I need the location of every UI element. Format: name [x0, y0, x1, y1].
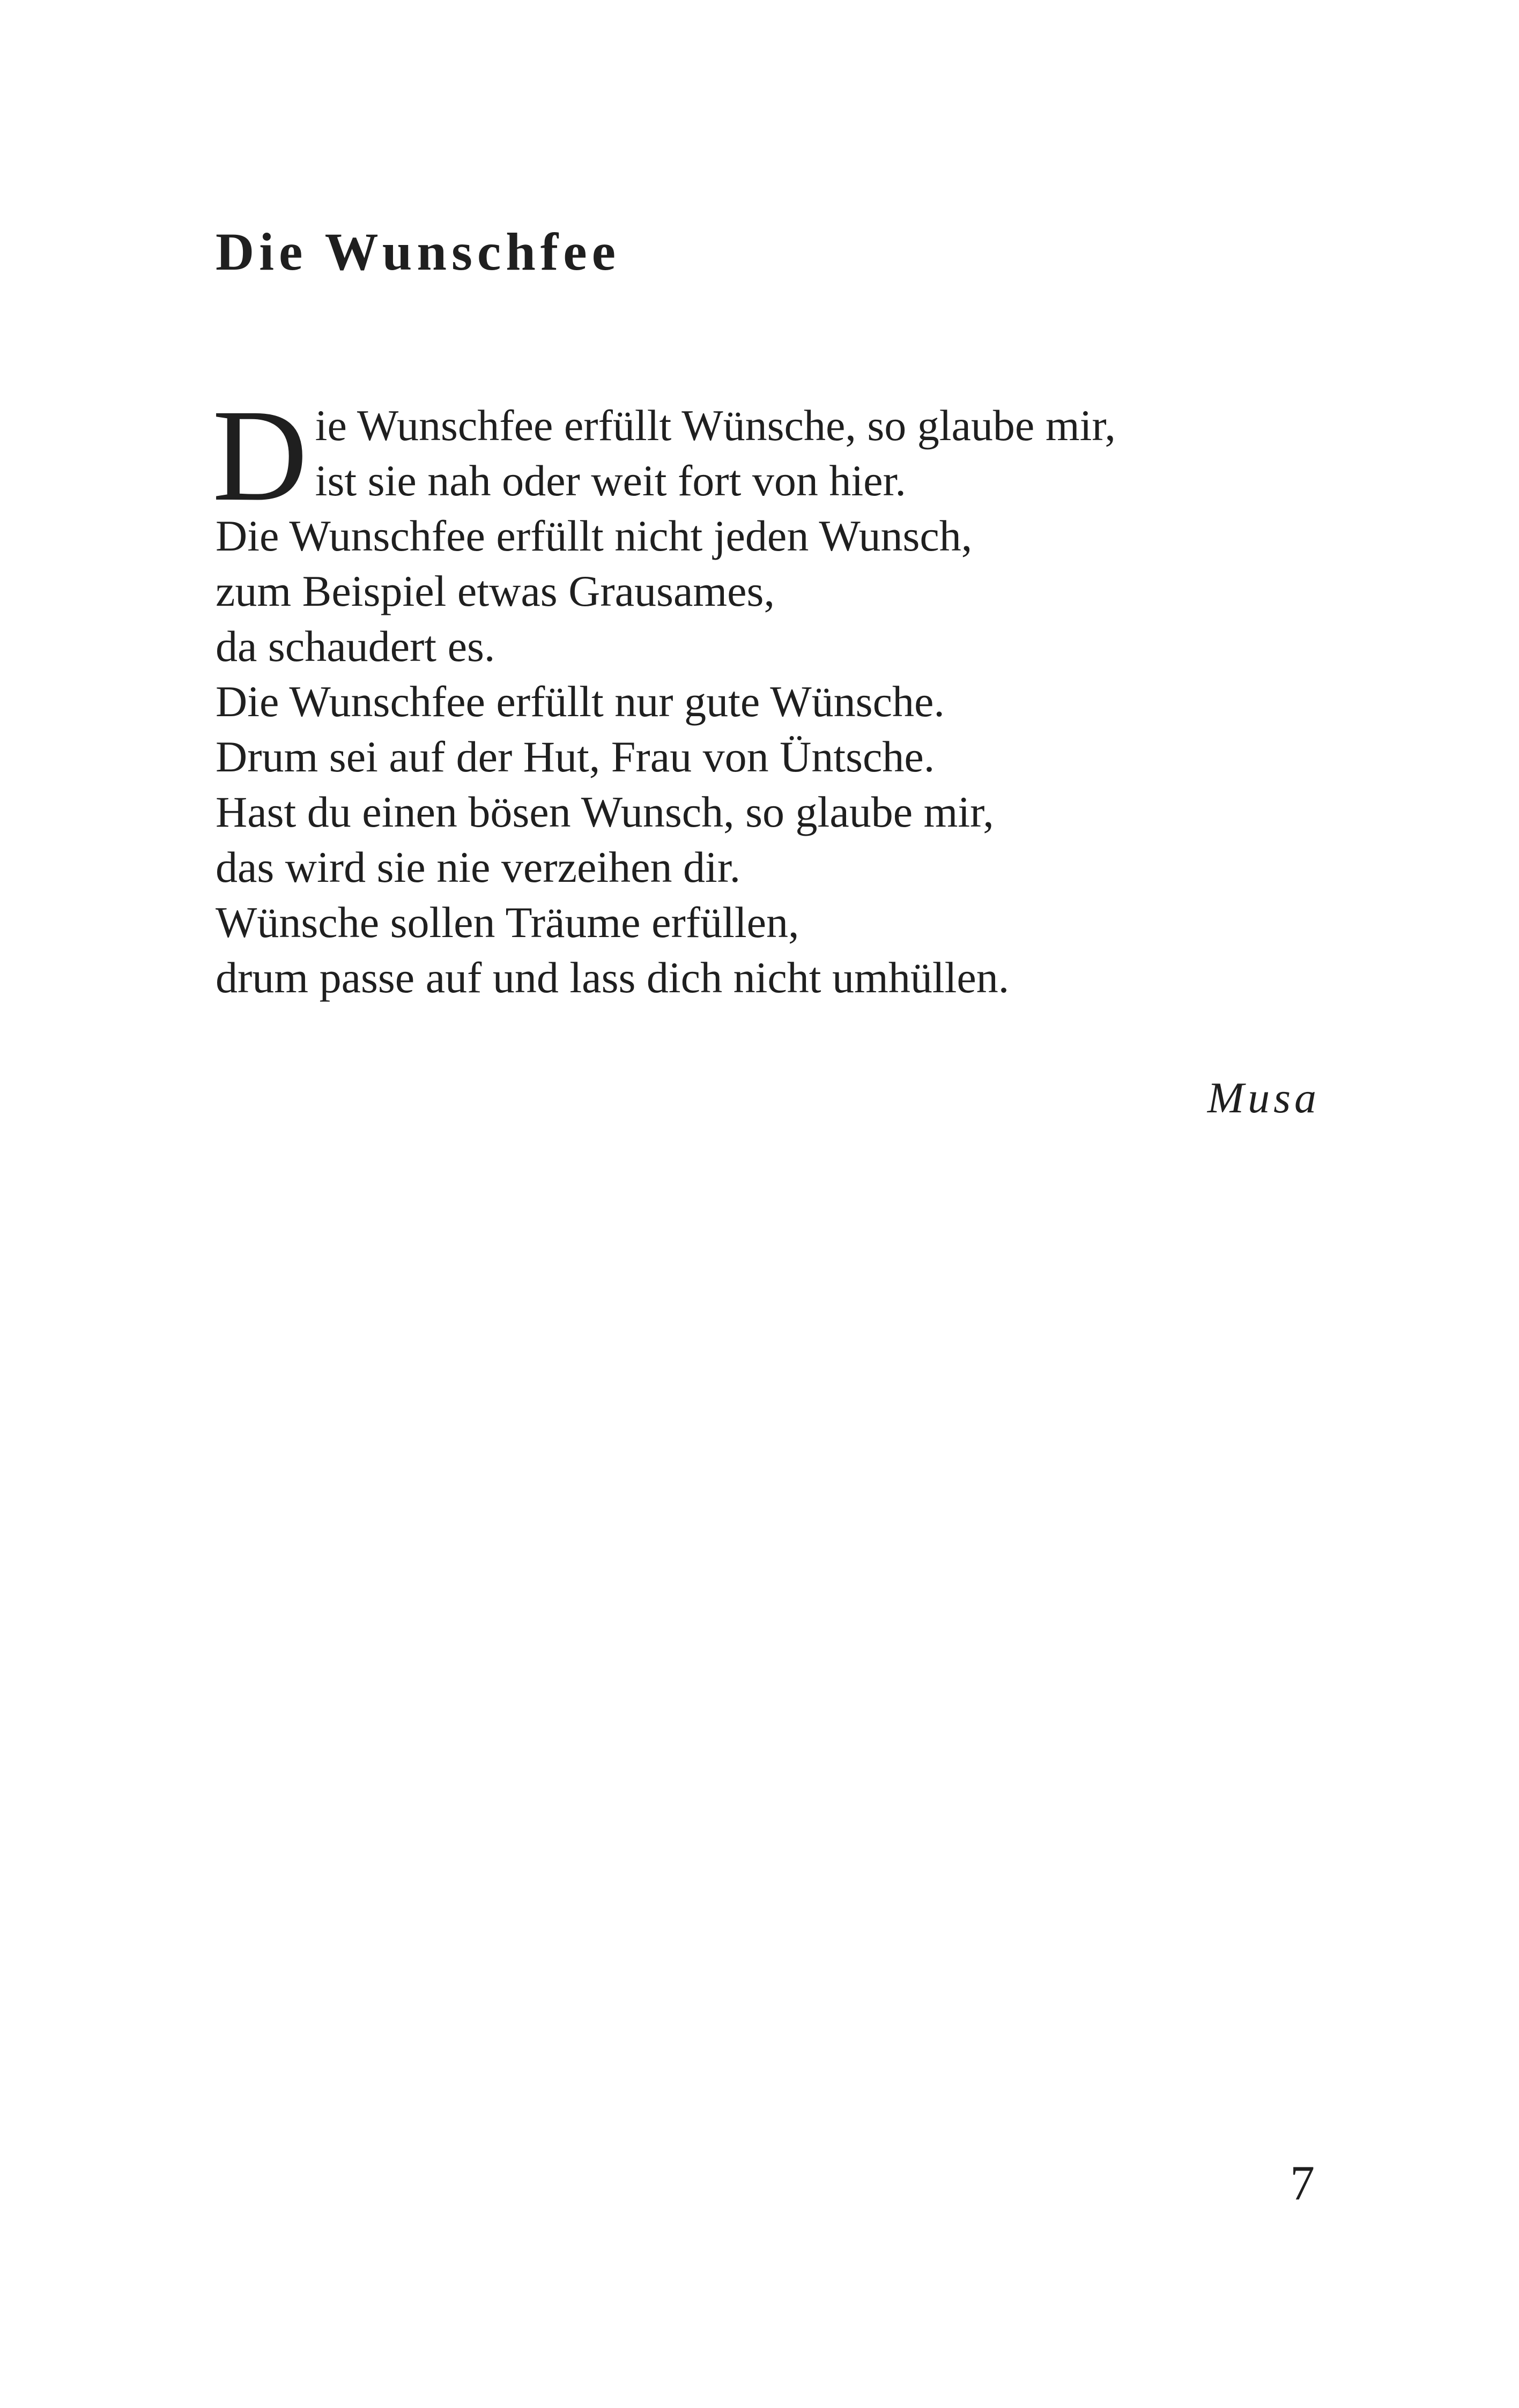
poem-line: Wünsche sollen Träume erfüllen, [216, 898, 799, 947]
poem-line: Drum sei auf der Hut, Frau von Üntsche. [216, 732, 935, 781]
drop-cap: D [212, 383, 308, 529]
page-number: 7 [1290, 2156, 1315, 2210]
poem-title: Die Wunschfee [216, 222, 620, 281]
poem-body [212, 383, 1342, 1005]
poem-line: zum Beispiel etwas Grausames, [216, 567, 775, 615]
poem-line: das wird sie nie verzeihen dir. [216, 843, 741, 891]
poem-line: da schaudert es. [216, 622, 495, 671]
poem-line: ie Wunschfee erfüllt Wünsche, so glaube mir, [315, 401, 1116, 450]
poem-line: ist sie nah oder weit fort von hier. [315, 456, 906, 505]
poem-line: Die Wunschfee erfüllt nicht jeden Wunsch, [216, 511, 973, 560]
poem-opening [315, 398, 1342, 508]
author-name: Musa [1207, 1073, 1320, 1122]
poem-line: Hast du einen bösen Wunsch, so glaube mir, [216, 787, 994, 836]
poem-line: Die Wunschfee erfüllt nur gute Wünsche. [216, 677, 945, 726]
poem-line: drum passe auf und lass dich nicht umhüllen. [216, 953, 1010, 1002]
